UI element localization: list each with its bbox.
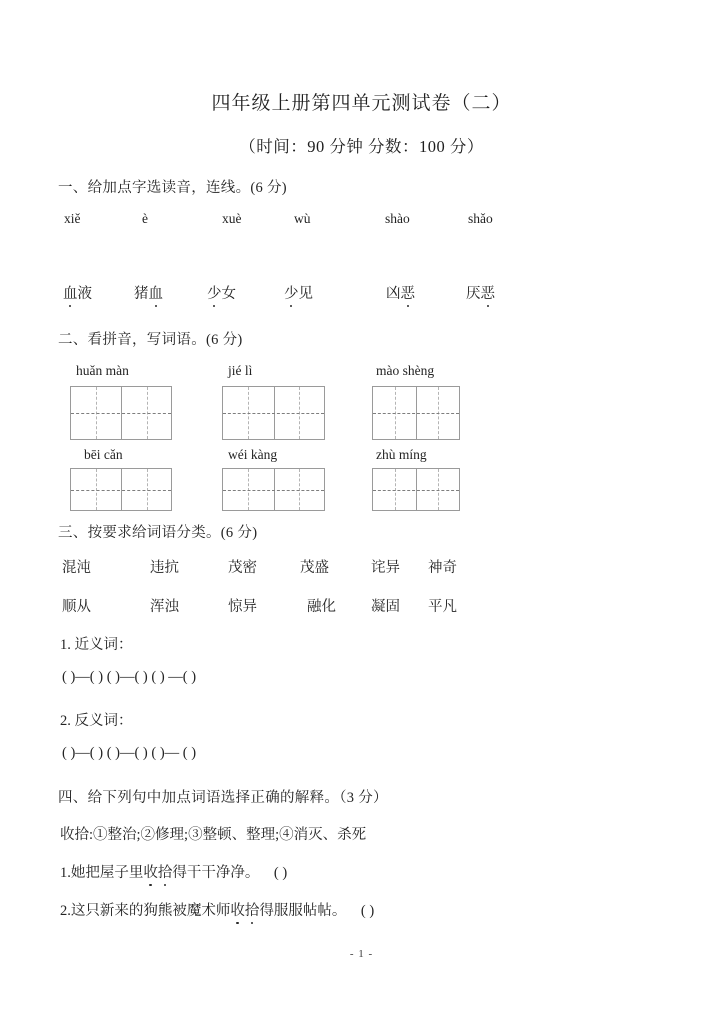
dotted-word-zhuxue[interactable]: 猪血	[134, 282, 163, 303]
antonym-label: 2. 反义词：	[60, 713, 133, 729]
dotted-word-yane[interactable]: 厌恶	[466, 282, 495, 303]
grid-cell[interactable]	[71, 469, 121, 510]
page-number: - 1 -	[349, 948, 374, 960]
section-3-heading: 三、按要求给词语分类。(6 分)	[58, 525, 258, 541]
section-1-heading: 一、给加点字选读音，连线。(6 分)	[58, 180, 287, 196]
synonym-label: 1. 近义词：	[60, 637, 133, 653]
question-2: 2.这只新来的狗熊被魔术师收拾得服服帖帖。 ( )	[60, 899, 374, 920]
word-bank-ronghua[interactable]: 融化	[307, 599, 336, 615]
question-1: 1.她把屋子里收拾得干干净净。 ( )	[60, 861, 287, 882]
grid-cell[interactable]	[416, 387, 459, 439]
word-bank-maosheng[interactable]: 茂盛	[300, 560, 329, 576]
word-bank-shuncong[interactable]: 顺从	[62, 599, 91, 615]
pinyin-label-maosheng: mào shèng	[376, 363, 435, 378]
dotted-word-shaonv[interactable]: 少女	[207, 282, 236, 303]
pinyin-label-weikang: wéi kàng	[228, 447, 278, 462]
antonym-answer-row[interactable]: ( )—( ) ( )—( ) ( )— ( )	[62, 745, 197, 761]
grid-cell[interactable]	[373, 387, 416, 439]
word-bank-jingyi[interactable]: 惊异	[228, 599, 257, 615]
writing-grid-jieli[interactable]	[222, 386, 325, 440]
word-bank-chayi[interactable]: 诧异	[371, 560, 400, 576]
grid-cell[interactable]	[223, 387, 274, 439]
synonym-answer-row[interactable]: ( )—( ) ( )—( ) ( ) —( )	[62, 669, 197, 685]
writing-grid-maosheng[interactable]	[372, 386, 460, 440]
word-bank-hunzhuo[interactable]: 浑浊	[150, 599, 179, 615]
writing-grid-zhuming[interactable]	[372, 468, 460, 511]
section-4-heading: 四、给下列句中加点词语选择正确的解释。（3 分）	[58, 790, 388, 806]
dotted-word-xueye[interactable]: 血液	[63, 282, 92, 303]
page-subtitle: （时间：90 分钟 分数：100 分）	[239, 137, 484, 156]
grid-cell[interactable]	[121, 387, 171, 439]
word-bank-maomi[interactable]: 茂密	[228, 560, 257, 576]
writing-grid-beican[interactable]	[70, 468, 172, 511]
pinyin-choice-wu[interactable]: wù	[294, 211, 311, 226]
pinyin-choice-xie[interactable]: xiě	[64, 211, 81, 226]
dotted-word-shaojian[interactable]: 少见	[284, 282, 313, 303]
grid-cell[interactable]	[416, 469, 459, 510]
definition-line: 收拾:①整治;②修理;③整顿、整理;④消灭、杀死	[60, 827, 367, 843]
word-bank-pingfan[interactable]: 平凡	[428, 599, 457, 615]
grid-cell[interactable]	[71, 387, 121, 439]
grid-cell[interactable]	[121, 469, 171, 510]
page-title: 四年级上册第四单元测试卷（二）	[211, 93, 512, 114]
pinyin-label-zhuming: zhù míng	[376, 447, 427, 462]
word-bank-ninggu[interactable]: 凝固	[371, 599, 400, 615]
grid-cell[interactable]	[274, 469, 325, 510]
pinyin-label-huanman: huǎn màn	[76, 363, 129, 378]
writing-grid-huanman[interactable]	[70, 386, 172, 440]
grid-cell[interactable]	[373, 469, 416, 510]
pinyin-label-jieli: jié lì	[228, 363, 253, 378]
section-2-heading: 二、看拼音，写词语。(6 分)	[58, 332, 243, 348]
writing-grid-weikang[interactable]	[222, 468, 325, 511]
pinyin-choice-e[interactable]: è	[142, 211, 148, 226]
word-bank-weikang[interactable]: 违抗	[150, 560, 179, 576]
pinyin-choice-shao4[interactable]: shào	[385, 211, 410, 226]
pinyin-label-beican: bēi cǎn	[84, 447, 123, 462]
grid-cell[interactable]	[274, 387, 325, 439]
grid-cell[interactable]	[223, 469, 274, 510]
dotted-word-xiongе[interactable]: 凶恶	[386, 282, 415, 303]
pinyin-choice-shao3[interactable]: shǎo	[468, 211, 493, 226]
word-bank-shenqi[interactable]: 神奇	[428, 560, 457, 576]
pinyin-choice-xue[interactable]: xuè	[222, 211, 242, 226]
word-bank-hundun[interactable]: 混沌	[62, 560, 91, 576]
